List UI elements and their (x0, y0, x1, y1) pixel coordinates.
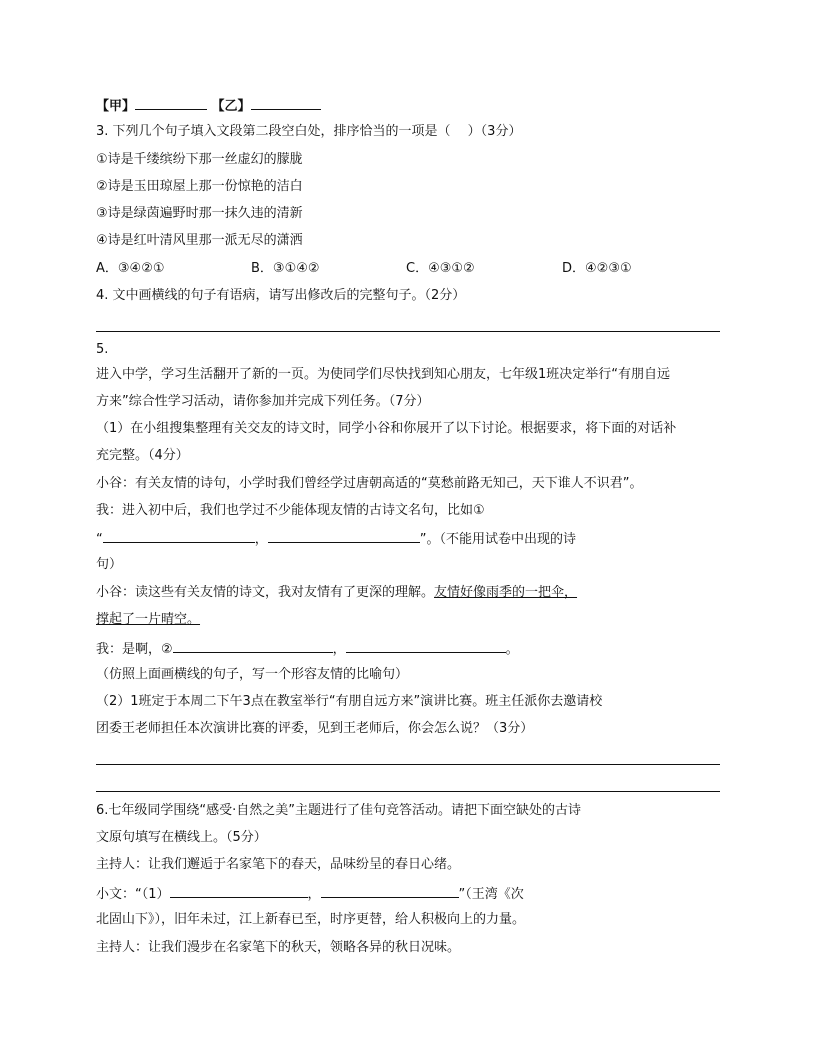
period: 。 (505, 642, 519, 657)
q5-intro-line-2: 方来”综合性学习活动，请你参加并完成下列任务。（7分） (96, 394, 430, 409)
comma: ， (254, 532, 268, 547)
quote-open: “ (96, 532, 103, 547)
q4-answer-line[interactable] (96, 331, 720, 332)
q3-option-c[interactable]: C．④③①② (406, 261, 475, 276)
q5-blank-2a[interactable] (173, 640, 333, 653)
q6-xiaowen-line (96, 885, 524, 903)
q3-option-b[interactable]: B．③①④② (251, 261, 320, 276)
yi-blank[interactable] (251, 97, 321, 110)
q5-blank-1a[interactable] (103, 530, 255, 543)
q5-answer-line-2[interactable] (96, 791, 720, 792)
jia-label: 【甲】 (96, 99, 136, 114)
q6-blank-1b[interactable] (321, 885, 459, 898)
q5-task2-line-1: （2）1班定于本周二下午3点在教室举行“有朋自远方来”演讲比赛。班主任派你去邀请校 (96, 694, 603, 709)
q5-note: （仿照上面画横线的句子，写一个形容友情的比喻句） (96, 667, 409, 682)
q6-xiaowen-line-2: 北固山下》），旧年未过，江上新春已至，时序更替，给人积极向上的力量。 (96, 912, 526, 927)
jia-blank[interactable] (135, 97, 207, 110)
xiaowen-text: 小文：“（1） (96, 887, 170, 902)
q5-answer-line-1[interactable] (96, 764, 720, 765)
xiaogu-text: 小谷：读这些有关友情的诗文，我对友情有了更深的理解。 (96, 585, 435, 600)
q6-blank-1a[interactable] (170, 885, 308, 898)
q5-blank-2b[interactable] (346, 640, 506, 653)
q5-ju-text: 句） (96, 557, 123, 572)
source-text: ”（王湾《次 (458, 887, 524, 902)
q5-me-line-1: 我：进入初中后，我们也学过不少能体现友情的古诗文名句，比如① (96, 503, 485, 518)
comma-3: ， (307, 887, 321, 902)
q3-sentence-4: ④诗是红叶清风里那一派无尽的潇洒 (96, 233, 303, 248)
q5-task1-line-2: 充完整。（4分） (96, 448, 189, 463)
q6-stem-line-2: 文原句填写在横线上。（5分） (96, 830, 267, 845)
q6-host-line-1: 主持人：让我们邂逅于名家笔下的春天，品味纷呈的春日心绪。 (96, 857, 461, 872)
q5-xiaogu-line-1: 小谷：有关友情的诗句，小学时我们曾经学过唐朝高适的“莫愁前路无知己，天下谁人不识君”。 (96, 476, 643, 491)
q5-blank-1b[interactable] (268, 530, 420, 543)
q3-sentence-3: ③诗是绿茵遍野时那一抹久违的清新 (96, 206, 303, 221)
q3-option-a[interactable]: A．③④②① (96, 261, 165, 276)
q5-task1-line-1: （1）在小组搜集整理有关交友的诗文时，同学小谷和你展开了以下讨论。根据要求，将下面的对话补 (96, 421, 677, 436)
q5-fill-line-1 (96, 530, 576, 548)
q3-option-d[interactable]: D．④②③① (562, 261, 632, 276)
q5-xiaogu-line-2 (96, 585, 577, 601)
q5-intro-line-1: 进入中学，学习生活翻开了新的一页。为使同学们尽快找到知心朋友，七年级1班决定举行“有朋自远 (96, 367, 671, 382)
me-text: 我：是啊，② (96, 642, 173, 657)
q6-stem-line-1: 6.七年级同学围绕“感受·自然之美”主题进行了佳句竞答活动。请把下面空缺处的古诗 (96, 803, 582, 818)
q3-stem: 3. 下列几个句子填入文段第二段空白处，排序恰当的一项是（ ）（3分） (96, 124, 522, 139)
q5-me-line-2 (96, 640, 519, 658)
q5-number: 5. (96, 342, 109, 357)
q6-host-line-2: 主持人：让我们漫步在名家笔下的秋天，领略各异的秋日况味。 (96, 940, 461, 955)
q5-task2-line-2: 团委王老师担任本次演讲比赛的评委，见到王老师后，你会怎么说？（3分） (96, 721, 534, 736)
underlined-metaphor-2: 撑起了一片晴空。 (96, 612, 201, 627)
yi-label: 【乙】 (211, 99, 251, 114)
comma-2: ， (332, 642, 346, 657)
q2-answer-line (96, 97, 321, 115)
q4-stem: 4. 文中画横线的句子有语病，请写出修改后的完整句子。（2分） (96, 288, 466, 303)
q3-sentence-1: ①诗是千缕缤纷下那一丝虚幻的朦胧 (96, 152, 303, 167)
quote-close-note: ”。（不能用试卷中出现的诗 (419, 532, 577, 547)
underlined-metaphor-1: 友情好像雨季的一把伞， (434, 585, 578, 600)
q3-sentence-2: ②诗是玉田琼屋上那一份惊艳的洁白 (96, 179, 303, 194)
